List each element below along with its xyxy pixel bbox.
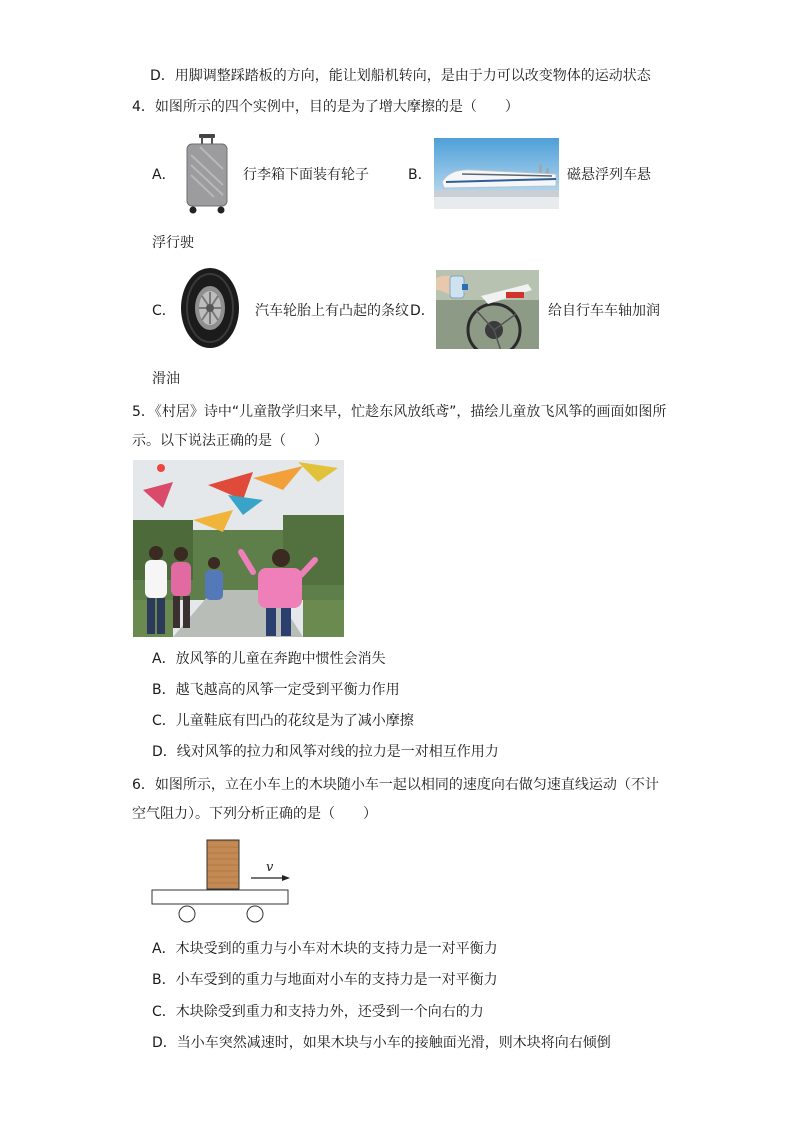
q6-option-a: A．木块受到的重力与小车对木块的支持力是一对平衡力 <box>152 941 498 957</box>
q6-option-d: D．当小车突然减速时，如果木块与小车的接触面光滑，则木块将向右倾倒 <box>152 1035 611 1051</box>
q4-option-d-letter: D． <box>410 303 435 319</box>
q5-option-a: A．放风筝的儿童在奔跑中惯性会消失 <box>152 651 386 667</box>
q5-option-d: D．线对风筝的拉力和风筝对线的拉力是一对相互作用力 <box>152 744 499 760</box>
q4-option-d-text-cont: 滑油 <box>152 371 180 387</box>
q5-stem-line-1: 5．《村居》诗中“儿童散学归来早，忙趁东风放纸鸢”，描绘儿童放飞风筝的画面如图所 <box>132 404 667 420</box>
bicycle-oiling-image <box>436 270 539 349</box>
q5-stem-line-2: 示。以下说法正确的是（ ） <box>132 433 328 449</box>
q4-option-c-text: 汽车轮胎上有凸起的条纹 <box>255 303 409 319</box>
luggage-image <box>182 133 232 215</box>
q6-option-b: B．小车受到的重力与地面对小车的支持力是一对平衡力 <box>152 972 498 988</box>
q4-option-b-text-cont: 浮行驶 <box>152 235 194 251</box>
q6-stem-line-2: 空气阻力）。下列分析正确的是（ ） <box>132 806 377 822</box>
q4-option-a-letter: A． <box>152 167 176 183</box>
kite-flying-photo <box>133 460 344 637</box>
q4-option-c-letter: C． <box>152 303 176 319</box>
q3-option-d: D．用脚调整踩踏板的方向，能让划船机转向，是由于力可以改变物体的运动状态 <box>150 68 651 84</box>
q4-option-d-text: 给自行车车轴加润 <box>548 303 660 319</box>
q6-stem-line-1: 6．如图所示，立在小车上的木块随小车一起以相同的速度向右做匀速直线运动（不计 <box>132 777 659 793</box>
q4-stem: 4．如图所示的四个实例中，目的是为了增大摩擦的是（ ） <box>132 99 519 115</box>
tire-image <box>176 266 244 350</box>
q4-option-b-text: 磁悬浮列车悬 <box>567 167 651 183</box>
q4-option-b-letter: B． <box>408 167 432 183</box>
q6-option-c: C．木块除受到重力和支持力外，还受到一个向右的力 <box>152 1004 484 1020</box>
q4-option-a-text: 行李箱下面装有轮子 <box>243 167 369 183</box>
cart-block-diagram <box>150 838 292 926</box>
q5-option-c: C．儿童鞋底有凹凸的花纹是为了减小摩擦 <box>152 713 414 729</box>
maglev-train-image <box>434 138 559 209</box>
q5-option-b: B．越飞越高的风筝一定受到平衡力作用 <box>152 682 400 698</box>
velocity-label: v <box>266 860 274 875</box>
